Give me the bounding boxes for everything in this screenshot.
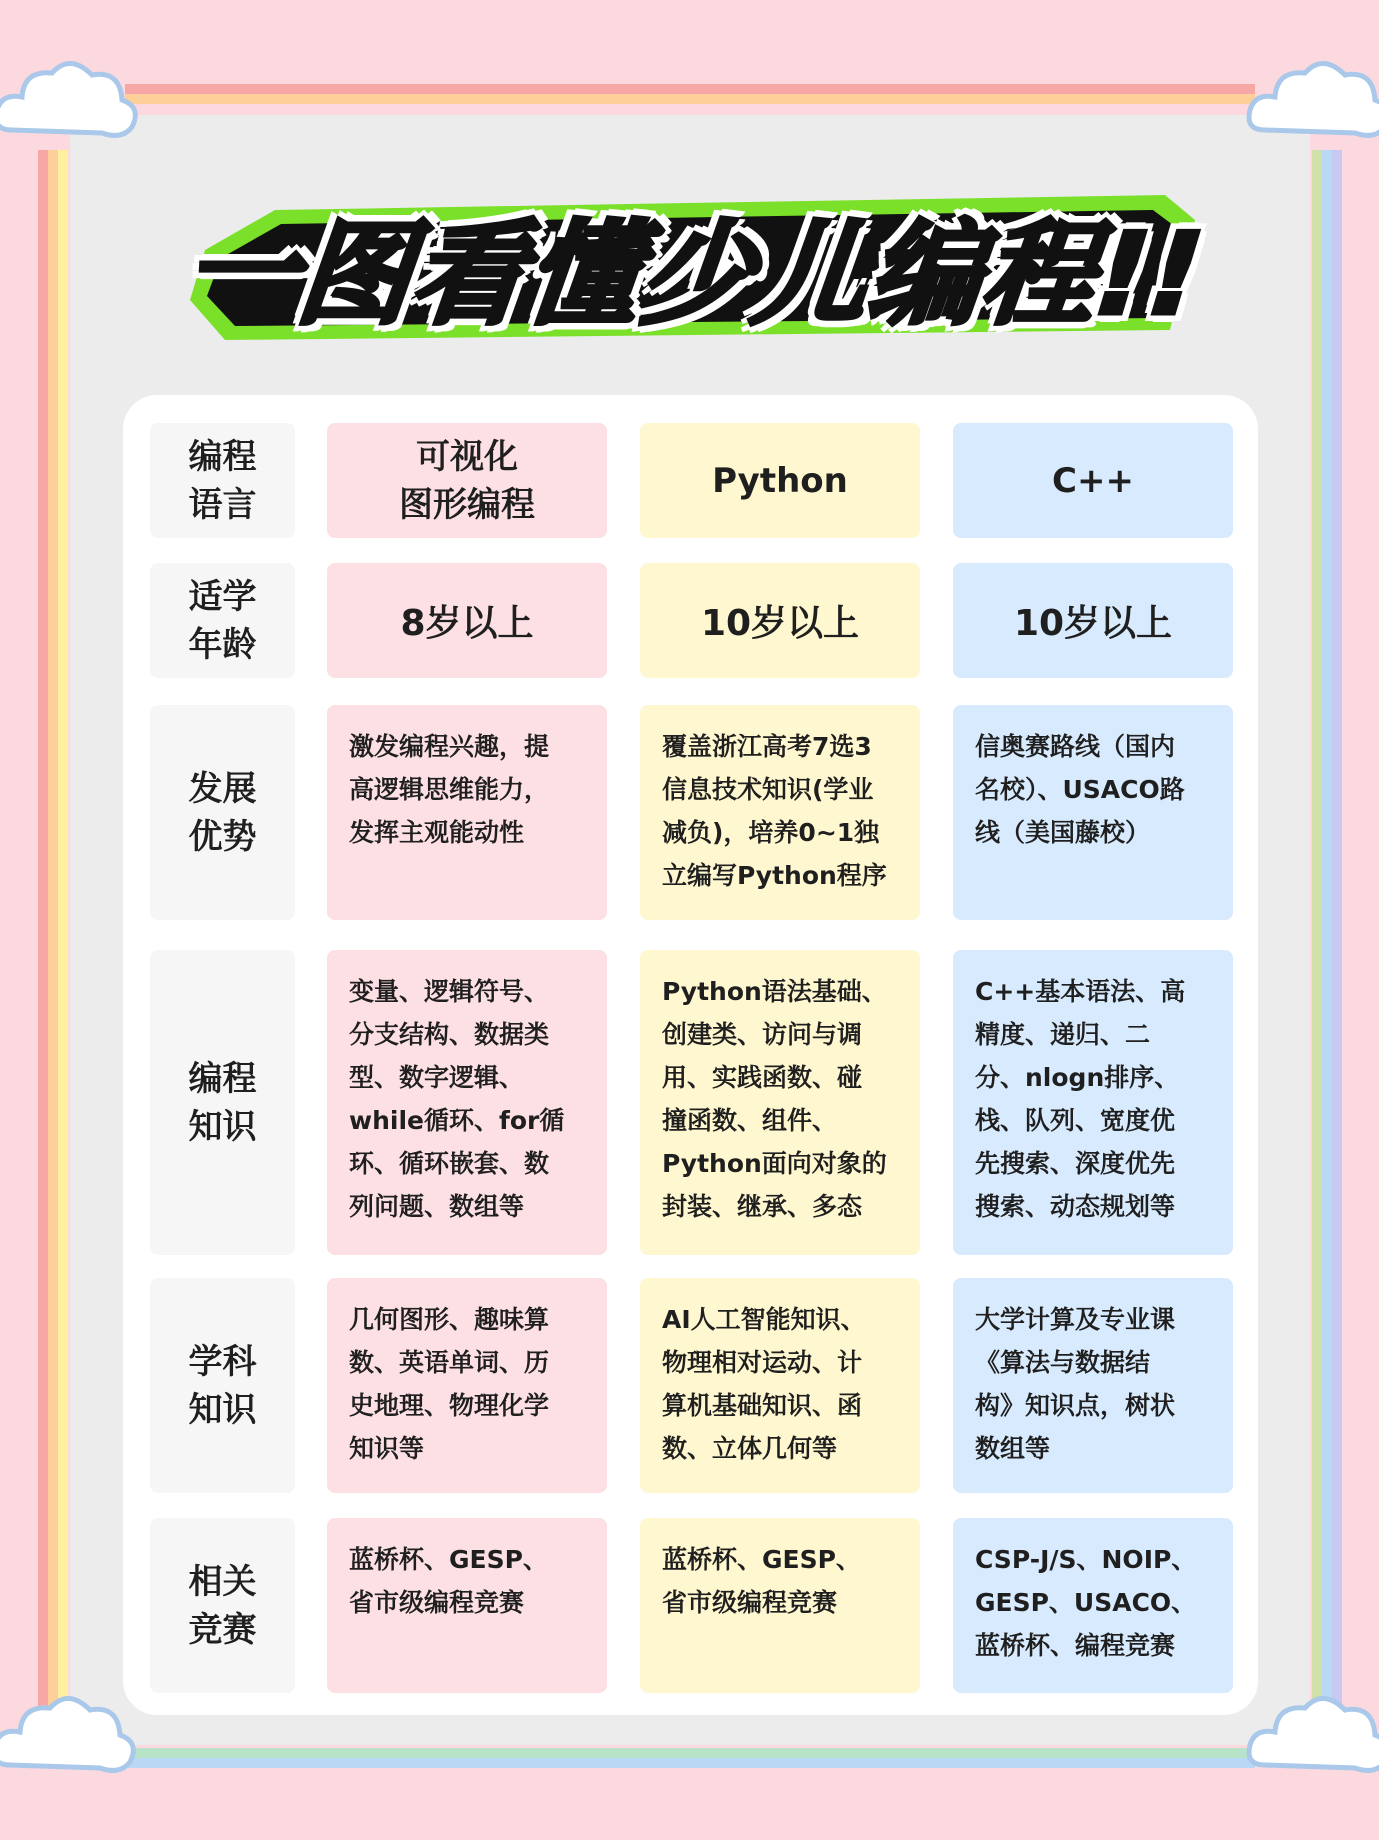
cell-text: 信奥赛路线（国内 名校）、USACO路 线（美国藤校） <box>975 732 1185 847</box>
cell-text: 大学计算及专业课 《算法与数据结 构》知识点，树状 数组等 <box>975 1305 1176 1463</box>
cloud-icon <box>1245 45 1379 155</box>
age-python <box>640 563 920 678</box>
header-text: 可视化 图形编程 <box>399 436 535 525</box>
cell-text: 变量、逻辑符号、 分支结构、数据类 型、数字逻辑、 while循环、for循 环、循环嵌套、数 列问题、数组等 <box>349 977 565 1221</box>
row-label-competitions <box>150 1518 295 1693</box>
cell-text: 激发编程兴趣，提 高逻辑思维能力， 发挥主观能动性 <box>349 732 550 847</box>
competitions-python <box>640 1518 920 1693</box>
subject-knowledge-python <box>640 1278 920 1493</box>
cell-text: 蓝桥杯、GESP、 省市级编程竞赛 <box>349 1545 548 1617</box>
rainbow-stripe-left <box>48 150 58 1710</box>
cell-text: 10岁以上 <box>700 603 860 644</box>
row-label-subject-knowledge <box>150 1278 295 1493</box>
row-label-text: 适学 年龄 <box>188 576 257 665</box>
programming-knowledge-cpp <box>953 950 1233 1255</box>
header-visual-programming <box>327 423 607 538</box>
cell-text: 蓝桥杯、GESP、 省市级编程竞赛 <box>662 1545 861 1617</box>
row-label-text: 编程 知识 <box>188 1058 257 1147</box>
header-text: Python <box>712 460 848 501</box>
competitions-visual <box>327 1518 607 1693</box>
row-label-age <box>150 563 295 678</box>
rainbow-stripe-top <box>125 84 1255 94</box>
rainbow-stripe-right <box>1312 150 1322 1710</box>
cloud-icon <box>0 45 142 155</box>
header-cpp <box>953 423 1233 538</box>
development-cpp <box>953 705 1233 920</box>
cell-text: 覆盖浙江高考7选3 信息技术知识(学业 减负)，培养0~1独 立编写Python程序 <box>662 732 887 890</box>
subject-knowledge-visual <box>327 1278 607 1493</box>
row-label-text: 发展 优势 <box>188 768 257 857</box>
cell-text: 10岁以上 <box>1013 603 1173 644</box>
rainbow-stripe-top <box>125 94 1255 104</box>
subject-knowledge-cpp <box>953 1278 1233 1493</box>
programming-knowledge-python <box>640 950 920 1255</box>
development-visual <box>327 705 607 920</box>
rainbow-stripe-bottom <box>125 1758 1255 1768</box>
rainbow-stripe-right <box>1322 150 1332 1710</box>
development-python <box>640 705 920 920</box>
header-python <box>640 423 920 538</box>
programming-knowledge-visual <box>327 950 607 1255</box>
age-cpp <box>953 563 1233 678</box>
cloud-icon <box>1245 1680 1379 1790</box>
row-label-language <box>150 423 295 538</box>
page-title: 一图看懂少儿编程!! <box>178 209 1210 340</box>
row-label-text: 编程 语言 <box>188 436 257 525</box>
cell-text: AI人工智能知识、 物理相对运动、计 算机基础知识、函 数、立体几何等 <box>662 1305 866 1463</box>
row-label-text: 学科 知识 <box>188 1341 257 1430</box>
competitions-cpp <box>953 1518 1233 1693</box>
cell-text: 8岁以上 <box>400 603 534 644</box>
cell-text: C++基本语法、高 精度、递归、二 分、nlogn排序、 栈、队列、宽度优 先搜索、深度优先 搜索、动态规划等 <box>975 977 1186 1221</box>
rainbow-stripe-left <box>58 150 68 1710</box>
header-text: C++ <box>1052 460 1134 501</box>
row-label-programming-knowledge <box>150 950 295 1255</box>
row-label-text: 相关 竞赛 <box>188 1561 257 1650</box>
page-title-banner <box>178 180 1210 350</box>
cell-text: CSP-J/S、NOIP、 GESP、USACO、 蓝桥杯、编程竞赛 <box>975 1545 1197 1660</box>
rainbow-stripe-right <box>1332 150 1342 1710</box>
cloud-icon <box>0 1680 140 1790</box>
age-visual <box>327 563 607 678</box>
rainbow-stripe-left <box>38 150 48 1710</box>
rainbow-stripe-bottom <box>125 1748 1255 1758</box>
row-label-development <box>150 705 295 920</box>
cell-text: Python语法基础、 创建类、访问与调 用、实践函数、碰 撞函数、组件、 Python面向对象的 封装、继承、多态 <box>662 977 887 1221</box>
cell-text: 几何图形、趣味算 数、英语单词、历 史地理、物理化学 知识等 <box>349 1305 550 1463</box>
